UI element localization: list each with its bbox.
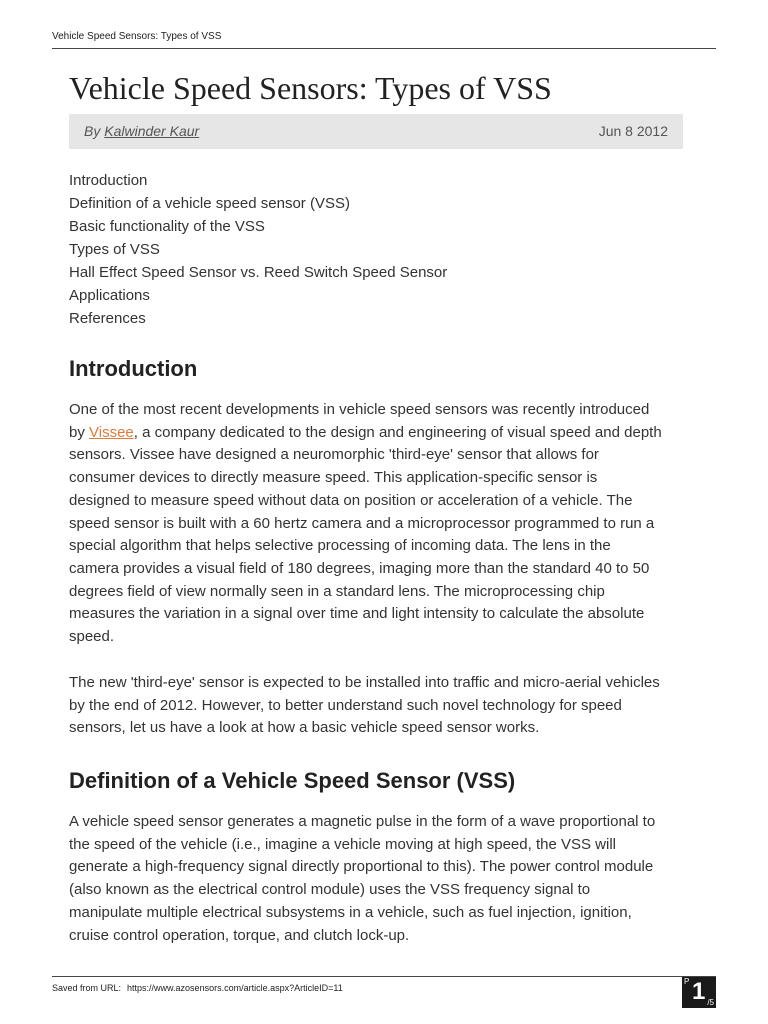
text-fragment: by [69,423,85,441]
source-url[interactable]: https://www.azosensors.com/article.aspx?ArticleID=11 [127,983,343,993]
toc-item-references[interactable]: References [69,310,146,327]
saved-from-label: Saved from URL: [52,983,122,993]
toc-item-applications[interactable]: Applications [69,287,150,304]
text-line: speed sensor is built with a 60 hertz camera and a microprocessor programmed to run a [69,514,655,532]
text-line: designed to measure speed without data on position or acceleration of a vehicle. The [69,491,633,509]
page-indicator [682,977,716,1008]
text-line: special algorithm that helps selective processing of incoming data. The lens in the [69,537,611,555]
text-fragment: , a company dedicated to the design and engineering of visual speed and depth [133,423,662,441]
vissee-link[interactable]: Vissee [89,423,134,441]
byline [84,123,199,139]
text-line: The new 'third-eye' sensor is expected to be installed into traffic and micro-aerial vehicles [69,674,660,691]
footer-divider [52,976,716,977]
toc-item-hall-vs-reed[interactable]: Hall Effect Speed Sensor vs. Reed Switch Speed Sensor [69,264,448,281]
page-prefix: P [684,977,690,986]
text-line: speed. [69,628,115,646]
byline-bar [69,114,683,149]
text-line: cruise control operation, torque, and clutch lock-up. [69,926,410,944]
footer-source [52,983,343,993]
publication-date: Jun 8 2012 [598,123,668,139]
text-line: generate a high-frequency signal directly proportional to this). The power control module [69,858,654,876]
text-line: sensors. Vissee have designed a neuromorphic 'third-eye' sensor that allows for [69,446,599,464]
toc-item-basic-functionality[interactable]: Basic functionality of the VSS [69,218,265,235]
section-heading-definition: Definition of a Vehicle Speed Sensor (VSS) [69,768,516,793]
text-line: (also known as the electrical control module) uses the VSS frequency signal to [69,881,591,899]
text-line: degrees field of view normally seen in a standard lens. The microprocessing chip [69,582,605,600]
running-header: Vehicle Speed Sensors: Types of VSS [52,31,222,42]
text-line: measures the variation in a signal over time and light intensity to calculate the absolute [69,605,645,623]
article-title: Vehicle Speed Sensors: Types of VSS [69,70,552,106]
text-line: sensors, let us have a look at how a basic vehicle speed sensor works. [69,719,540,737]
text-line: One of the most recent developments in vehicle speed sensors was recently introduced [69,401,650,418]
text-line: camera provides a visual field of 180 degrees, imaging more than the standard 40 to 50 [69,559,650,577]
header-divider [52,48,716,49]
text-line: manipulate multiple electrical subsystems in a vehicle, such as fuel injection, ignition, [69,903,632,921]
definition-paragraph-1 [69,811,709,947]
page-total: /5 [707,998,714,1007]
page-number: 1 [692,978,706,1005]
text-line: consumer devices to directly measure speed. This application-specific sensor is [69,469,598,487]
text-line: A vehicle speed sensor generates a magnetic pulse in the form of a wave proportional to [69,813,656,830]
section-heading-introduction: Introduction [69,356,198,381]
toc-item-types[interactable]: Types of VSS [69,241,160,258]
text-line: the speed of the vehicle (i.e., imagine a vehicle moving at high speed, the VSS will [69,835,616,853]
toc-item-definition[interactable]: Definition of a vehicle speed sensor (VSS) [69,195,350,212]
intro-paragraph-1 [69,399,709,649]
author-link[interactable]: Kalwinder Kaur [104,123,200,139]
byline-prefix: By [84,123,101,139]
intro-paragraph-2 [69,672,709,740]
toc-item-introduction[interactable]: Introduction [69,172,148,189]
text-line: by the end of 2012. However, to better understand such novel technology for speed [69,696,622,714]
text-line [69,422,709,445]
table-of-contents [69,169,447,330]
